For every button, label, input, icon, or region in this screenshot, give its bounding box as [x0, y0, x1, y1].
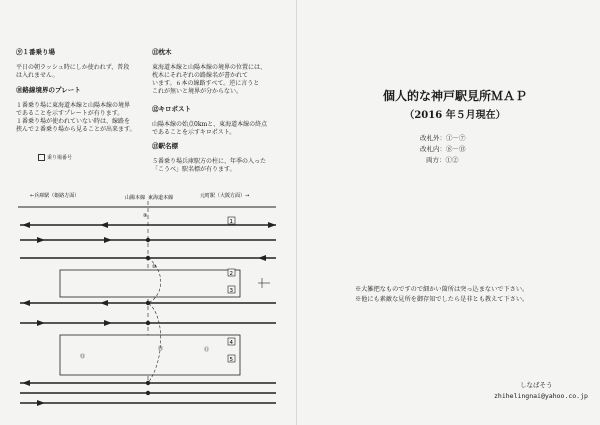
marker-13: ⑬	[80, 354, 86, 360]
note-11	[152, 40, 292, 104]
sanyo-line-label: 山陽本線	[125, 195, 146, 201]
note-body: 平日の朝ラッシュ時にしか使われず、普段 は入れません。	[16, 64, 130, 79]
note-body: ５番乗り場兵庫駅方の柱に、年季の入った 「こうべ」駅名標が有ります。	[152, 158, 267, 173]
note-heading: ⑨１番乗り場	[16, 48, 55, 56]
remark-line: ※他にも素敵な見所を御存知でしたら是非とも教えて下さい。	[355, 296, 529, 303]
left-direction-label: ←兵庫駅（姫路方面）	[30, 193, 80, 199]
tokaido-line-label: 東海道本線	[148, 195, 174, 201]
platform-b	[60, 335, 240, 375]
note-heading: ⑪枕木	[152, 48, 172, 56]
author-name: しなばそう	[520, 381, 553, 389]
platform-number: 2	[229, 271, 233, 277]
note-10	[16, 78, 146, 142]
arrow-right-icon	[104, 237, 112, 243]
note-body: 山陽本線の始点0kmと、東海道本線の終点 であることを示すキロポスト。	[152, 121, 268, 136]
arrow-left-icon	[100, 222, 108, 228]
note-body: １番乗り場に東海道本線と山陽本線の境界 であることを示すプレートが有ります。 １番乗り場が使われていない時は、線路を 挟んで２番乗り場から見ることが出来ます。	[16, 102, 136, 133]
legend	[38, 154, 72, 161]
fold-line	[296, 0, 297, 425]
arrow-right-icon	[37, 400, 45, 406]
range-both: 両方：①②	[426, 156, 459, 164]
arrow-left-icon	[22, 300, 30, 306]
arrow-left-icon	[100, 300, 108, 306]
author-email: zhihelingnai@yahoo.co.jp	[494, 392, 588, 400]
platform-a	[60, 270, 240, 297]
marker-12: ⑫	[204, 347, 210, 353]
page-subtitle: （2016 年５月現在）	[404, 110, 506, 121]
boundary-dot	[146, 391, 150, 395]
track-diagram	[0, 185, 296, 410]
arrow-right-icon	[37, 237, 45, 243]
arrow-right-icon	[268, 222, 276, 228]
range-outside: 改札外：①－⑦	[420, 134, 466, 142]
gate-ranges	[420, 133, 466, 166]
arrow-left-icon	[258, 255, 266, 261]
page-title: 個人的な神戸駅見所ＭＡＰ	[382, 89, 527, 103]
arrow-left-icon	[22, 380, 30, 386]
remarks	[355, 285, 528, 305]
note-13	[152, 134, 292, 182]
arrow-right-icon	[104, 320, 112, 326]
arrow-left-icon	[22, 222, 30, 228]
platform-number: 1	[229, 219, 233, 225]
note-heading: ⑬駅名標	[152, 142, 178, 150]
platform-box-icon	[38, 154, 45, 161]
boundary-dot	[146, 321, 150, 325]
arrow-right-icon	[37, 320, 45, 326]
platform-number: 4	[229, 340, 233, 346]
platform-number: 5	[229, 357, 233, 363]
marker-9: ⑨	[143, 213, 148, 219]
marker-10: ⑩	[152, 264, 157, 270]
remark-line: ※大雑把なものですので細かい箇所は突っ込まないで下さい。	[355, 286, 529, 293]
boundary-dot	[146, 381, 150, 385]
note-heading: ⑩路線境界のプレート	[16, 86, 81, 94]
note-heading: ⑫キロポスト	[152, 105, 191, 113]
right-direction-label: 元町駅（大阪方面）→	[200, 193, 250, 199]
range-inside: 改札内：⑧－⑬	[420, 145, 466, 153]
platform-number: 3	[229, 288, 233, 294]
note-body: 東海道本線と山陽本線の境界の位置には、 枕木にそれぞれの路線名が書かれて います。６本の線路すべて。逆に言うと これが無いと境界が分からない。	[152, 64, 267, 95]
marker-11: ⑪	[158, 346, 164, 352]
legend-label: 乗り場番号	[47, 155, 73, 161]
boundary-dot	[146, 238, 150, 242]
